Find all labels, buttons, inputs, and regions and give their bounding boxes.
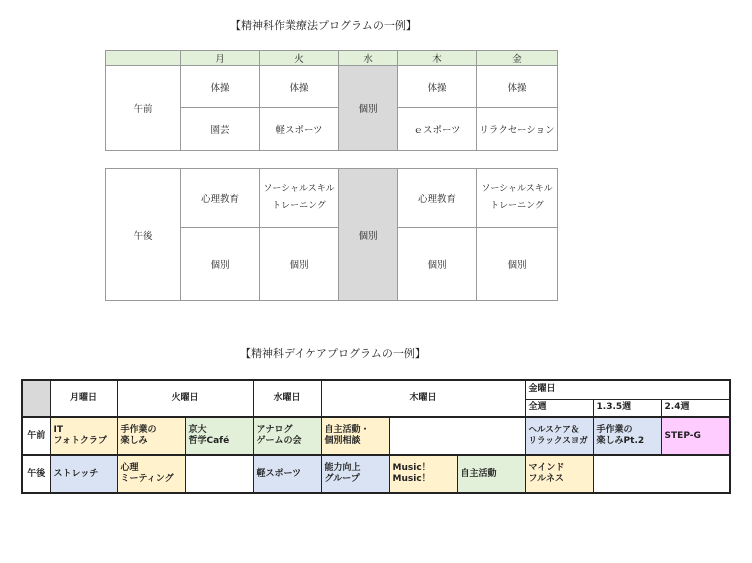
- ot-am-tue-2: 軽スポーツ: [260, 108, 339, 151]
- ot-pm-tue-2: 個別: [260, 228, 339, 301]
- dc-am-tue-1: 手作業の 楽しみ: [117, 417, 185, 455]
- ot-am-mon-2: 園芸: [181, 108, 260, 151]
- ot-pm-tue-1: ソーシャルスキル トレーニング: [260, 169, 339, 228]
- ot-day-header-row: [106, 51, 558, 66]
- dc-header-fri-24: 2.4週: [661, 399, 730, 417]
- dc-pm-thu-2: Music！ Music！: [389, 455, 457, 493]
- dc-header-thu: 木曜日: [321, 380, 525, 417]
- ot-am-fri-2: リラクセーション: [477, 108, 558, 151]
- dc-header-fri-135: 1.3.5週: [593, 399, 661, 417]
- ot-pm-row-1: [106, 169, 558, 228]
- dc-pm-mon: ストレッチ: [50, 455, 117, 493]
- ot-day-fri: 金: [477, 51, 558, 66]
- dc-am-label: 午前: [22, 417, 50, 455]
- ot-pm-table: [105, 168, 558, 301]
- ot-day-mon: 月: [181, 51, 260, 66]
- ot-pm-mon-2: 個別: [181, 228, 260, 301]
- dc-pm-thu-3: 自主活動: [457, 455, 525, 493]
- dc-pm-fri-1: マインド フルネス: [525, 455, 593, 493]
- ot-day-wed: 水: [339, 51, 398, 66]
- dc-am-thu-empty: [389, 417, 525, 455]
- ot-pm-fri-1: ソーシャルスキル トレーニング: [477, 169, 558, 228]
- ot-am-mon-1: 体操: [181, 66, 260, 108]
- ot-header-corner: [106, 51, 181, 66]
- ot-pm-fri-2: 個別: [477, 228, 558, 301]
- ot-am-wed: 個別: [339, 66, 398, 151]
- dc-am-mon: IT フォトクラブ: [50, 417, 117, 455]
- ot-am-fri-1: 体操: [477, 66, 558, 108]
- ot-pm-wed: 個別: [339, 169, 398, 301]
- ot-am-label: 午前: [106, 66, 181, 151]
- dc-header-tue: 火曜日: [117, 380, 253, 417]
- dc-table: [21, 379, 731, 494]
- dc-pm-wed: 軽スポーツ: [253, 455, 321, 493]
- ot-pm-thu-1: 心理教育: [398, 169, 477, 228]
- dc-am-fri-2: 手作業の 楽しみPt.2: [593, 417, 661, 455]
- ot-program-title: 【精神科作業療法プログラムの一例】: [230, 19, 417, 32]
- dc-pm-label: 午後: [22, 455, 50, 493]
- dc-am-row: [22, 417, 730, 455]
- dc-pm-fri-empty: [593, 455, 730, 493]
- dc-header-wed: 水曜日: [253, 380, 321, 417]
- ot-pm-mon-1: 心理教育: [181, 169, 260, 228]
- dc-am-tue-2: 京大 哲学Café: [185, 417, 253, 455]
- dc-header-fri: 金曜日: [525, 380, 730, 399]
- ot-am-thu-1: 体操: [398, 66, 477, 108]
- ot-day-thu: 木: [398, 51, 477, 66]
- ot-am-table: [105, 50, 558, 151]
- dc-pm-thu-1: 能力向上 グループ: [321, 455, 389, 493]
- ot-pm-label: 午後: [106, 169, 181, 301]
- dc-am-fri-1: ヘルスケア＆ リラックスヨガ: [525, 417, 593, 455]
- dc-header-corner: [22, 380, 50, 417]
- ot-am-row-1: [106, 66, 558, 108]
- ot-pm-thu-2: 個別: [398, 228, 477, 301]
- dc-am-thu-1: 自主活動・ 個別相談: [321, 417, 389, 455]
- dc-program-title: 【精神科デイケアプログラムの一例】: [240, 347, 426, 360]
- dc-pm-row: [22, 455, 730, 493]
- dc-am-fri-3: STEP-G: [661, 417, 730, 455]
- dc-header-mon: 月曜日: [50, 380, 117, 417]
- dc-header-row-1: [22, 380, 730, 399]
- ot-am-thu-2: ｅスポーツ: [398, 108, 477, 151]
- dc-am-wed: アナログ ゲームの会: [253, 417, 321, 455]
- dc-header-fri-all: 全週: [525, 399, 593, 417]
- ot-day-tue: 火: [260, 51, 339, 66]
- dc-pm-tue-empty: [185, 455, 253, 493]
- ot-am-tue-1: 体操: [260, 66, 339, 108]
- dc-pm-tue-1: 心理 ミーティング: [117, 455, 185, 493]
